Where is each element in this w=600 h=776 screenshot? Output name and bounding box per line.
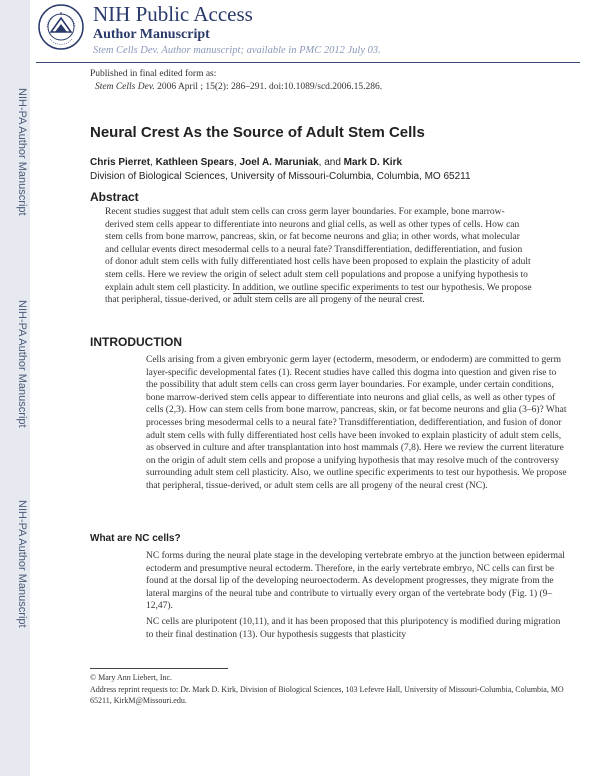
- publication-info: [90, 68, 382, 94]
- nih-public-access-title: NIH Public Access: [93, 2, 253, 26]
- published-label: Published in final edited form as:: [90, 69, 217, 79]
- journal-name: Stem Cells Dev.: [95, 82, 155, 92]
- introduction-body: Cells arising from a given embryonic germ layer (ectoderm, mesoderm, or endoderm) are committed to germ layer-specific developmental fates (1). Recent studies have called this dogma into question and given rise to the possibility that adult stem cells can cross germ layer boundaries. For example, under certain conditions, bone marrow-derived stem cells appear to differentiate into neurons and glial cells, as well as other types of cells (2,3). How can stem cells from bone marrow, pancreas, skin, or fat become neurons and glia (3–6)? What processes bring mesodermal cells to a neural fate? Transdifferentiation, dedifferentiation, and fusion of donor adult stem cells with fully differentiated host cells have been invoked to explain plasticity of adult stem cells, as observed in culture and after transplantation into host mammals (7,8). Here we review the current literature on the origin of adult stem cells and propose a unifying hypothesis that may resolve much of the controversy surrounding adult stem cell plasticity. Also, we outline specific experiments to test our hypothesis. We propose that peripheral, tissue-derived, or adult stem cells are all progeny of the neural crest (NC).: [146, 355, 567, 491]
- author-list: [90, 157, 402, 168]
- copyright-note: © Mary Ann Liebert, Inc.: [90, 673, 173, 682]
- sidebar-label: NIH-PA Author Manuscript: [16, 300, 28, 428]
- sidebar-label: NIH-PA Author Manuscript: [16, 500, 28, 628]
- footnotes: [90, 672, 580, 707]
- author-separator: , and: [318, 157, 344, 168]
- citation: [90, 81, 382, 94]
- introduction-heading: INTRODUCTION: [90, 335, 182, 349]
- nih-sidebar: [0, 0, 30, 776]
- reprint-address: Address reprint requests to: Dr. Mark D. Kirk, Division of Biological Sciences, 103 Lefevre Hall, University of Missouri-Columbia, Columbia, MO 65211, KirkM@Missouri.edu.: [90, 685, 564, 705]
- author-separator: ,: [233, 157, 240, 168]
- author-name: Chris Pierret: [90, 157, 151, 168]
- sidebar-label: NIH-PA Author Manuscript: [16, 88, 28, 216]
- author-name: Joel A. Maruniak: [239, 157, 319, 168]
- article-title: Neural Crest As the Source of Adult Stem Cells: [90, 124, 425, 141]
- author-name: Mark D. Kirk: [343, 157, 403, 168]
- nih-seal-logo: [37, 3, 85, 51]
- header-divider: [36, 62, 580, 63]
- nc-section-heading: What are NC cells?: [90, 533, 181, 544]
- author-manuscript-label: Author Manuscript: [93, 27, 210, 42]
- footnote-divider: [90, 668, 228, 669]
- author-affiliation: Division of Biological Sciences, University of Missouri-Columbia, Columbia, MO 65211: [90, 171, 471, 182]
- abstract-divider: [233, 293, 423, 294]
- author-name: Kathleen Spears: [155, 157, 234, 168]
- citation-details: 2006 April ; 15(2): 286–291. doi:10.1089/scd.2006.15.286.: [154, 82, 383, 92]
- nc-paragraph: NC forms during the neural plate stage in the developing vertebrate embryo at the junction between epidermal ectoderm and presumptive neural ectoderm. Therefore, in the early vertebrate embryo, NC cells can first be found at the dorsal lip of the developing neuroectoderm. As development progresses, they migrate from the lateral margins of the neural tube and contribute to virtually every organ of the vertebrate body (Fig. 1) (9–12,47).: [146, 551, 565, 612]
- nc-paragraph: NC cells are pluripotent (10,11), and it has been proposed that this pluripotency is modified during migration to their final destination (13). Our hypothesis suggests that plasticity: [146, 617, 561, 640]
- author-separator: ,: [150, 157, 156, 168]
- abstract-body: Recent studies suggest that adult stem cells can cross germ layer boundaries. For example, bone marrow-derived stem cells appear to differentiate into neurons and glial cells, as well as other types of cells. How can stem cells from bone marrow, pancreas, skin, or fat become neurons and glia; in other words, what molecular and cellular events direct mesodermal cells to a neural fate? Transdifferentiation, dedifferentiation, and fusion of donor adult stem cells with fully differentiated host cells have been proposed to explain the plasticity of adult stem cells. Here we review the origin of select adult stem cell populations and propose a unifying hypothesis to explain adult stem cell plasticity. In addition, we outline specific experiments to test our hypothesis. We propose that peripheral, tissue-derived, or adult stem cells are all progeny of the neural crest.: [105, 207, 532, 306]
- availability-note: Stem Cells Dev. Author manuscript; available in PMC 2012 July 03.: [93, 45, 381, 56]
- abstract-heading: Abstract: [90, 190, 139, 204]
